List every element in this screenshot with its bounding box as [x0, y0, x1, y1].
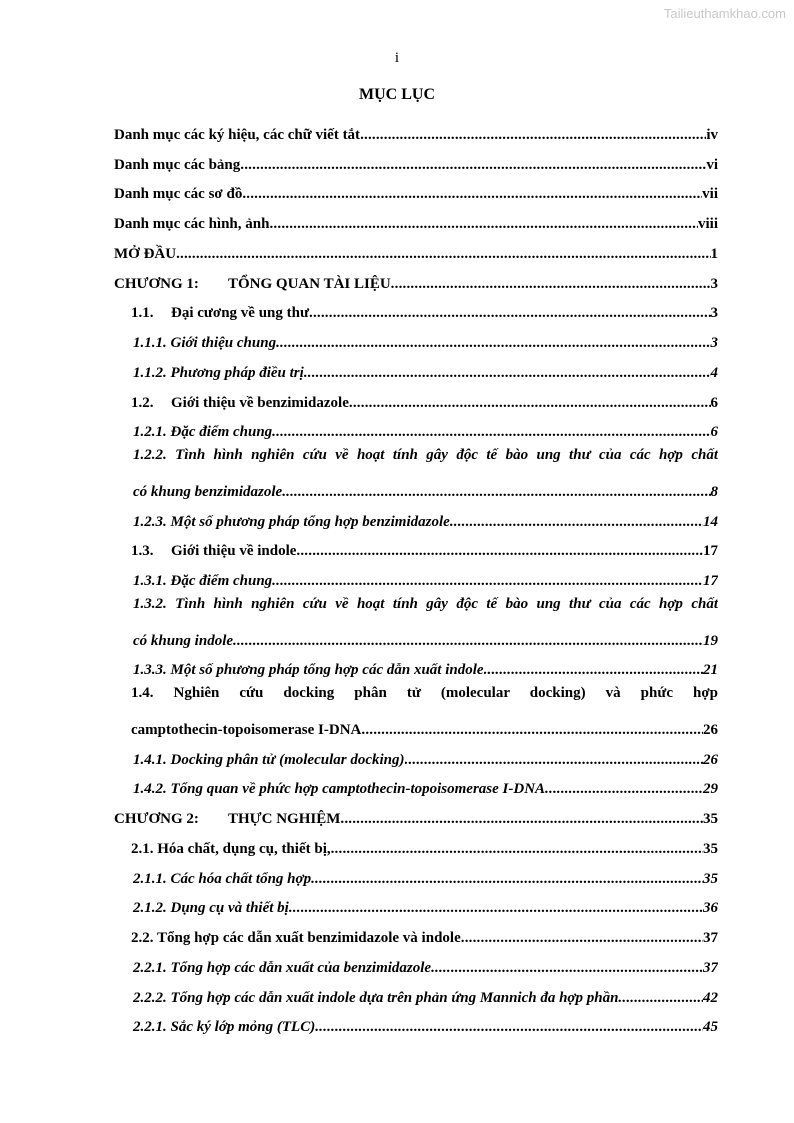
toc-entry-label [133, 871, 311, 888]
toc-entry-page: 42 [703, 989, 718, 1006]
toc-dot-leader [340, 811, 703, 828]
toc-entry-page: viii [697, 216, 718, 232]
toc-entry-text: 1.1.1. Giới thiệu chung [133, 335, 277, 351]
toc-entry[interactable] [114, 560, 718, 590]
toc-entry[interactable] [114, 263, 718, 293]
toc-entry-label [133, 335, 276, 352]
toc-entry[interactable] [114, 531, 718, 561]
toc-dot-leader [242, 186, 702, 203]
toc-entry-label [114, 246, 176, 263]
toc-dot-leader [233, 633, 703, 650]
toc-entry-page: 6 [710, 424, 718, 441]
toc-entry-page: 17 [703, 573, 718, 589]
toc-entry-page: 21 [703, 662, 718, 679]
toc-entry-page: 1 [710, 245, 718, 262]
toc-entry-page: 6 [710, 394, 718, 411]
toc-entry-text: 1.1.2. Phương pháp điều trị [133, 364, 304, 381]
toc-entry-text: MỞ ĐẦU [114, 245, 177, 262]
toc-entry-text: Giới thiệu về indole [171, 543, 297, 560]
toc-entry-number: CHƯƠNG 1: [114, 275, 199, 292]
toc-entry-text: Giới thiệu về benzimidazole [171, 394, 349, 411]
toc-entry[interactable] [114, 382, 718, 412]
toc-entry[interactable] [114, 739, 718, 769]
watermark: Tailieuthamkhao.com [663, 6, 786, 21]
toc-entry-text: 1.3.3. Một số phương pháp tổng hợp các dẫn xuất indole [133, 662, 484, 679]
toc-entry-text: 2.2. Tổng hợp các dẫn xuất benzimidazole và indole [131, 930, 461, 946]
toc-entry-text: 2.2.1. Tổng hợp các dẫn xuất của benzimidazole [133, 959, 432, 976]
toc-dot-leader [296, 543, 703, 560]
toc-entry[interactable] [114, 709, 718, 739]
toc-entry[interactable] [114, 650, 718, 680]
toc-entry[interactable] [114, 977, 718, 1007]
toc-entry-text: camptothecin-topoisomerase I-DNA [131, 721, 362, 738]
toc-entry-page: 19 [703, 632, 718, 649]
page-number: i [394, 50, 400, 66]
toc-entry-page: vii [702, 186, 718, 203]
toc-entry-label [133, 573, 272, 590]
toc-entry-continued-line[interactable]: 1.3.2. Tình hình nghiên cứu về hoạt tính gây độc tế bào ung thư của các hợp chất [133, 596, 718, 612]
toc-entry-label [133, 484, 282, 501]
toc-entry-page: 26 [703, 721, 718, 738]
toc-entry[interactable] [114, 144, 718, 174]
toc-entry-number: CHƯƠNG 2: [114, 811, 199, 827]
toc-entry[interactable] [114, 114, 718, 144]
toc-entry[interactable] [114, 798, 718, 828]
toc-dot-leader [349, 395, 711, 412]
toc-entry-continued-line[interactable]: 1.4. Nghiên cứu docking phân tử (molecular docking) và phức hợp [131, 685, 718, 702]
toc-entry-text: THỰC NGHIỆM [228, 811, 341, 827]
toc-dot-leader [304, 365, 711, 382]
toc-entry-label [133, 514, 450, 531]
toc-entry-label [114, 216, 269, 233]
toc-entry-page: 36 [703, 900, 718, 917]
toc-entry-label [133, 662, 484, 679]
toc-entry[interactable] [114, 293, 718, 323]
toc-entry-text: có khung benzimidazole [133, 483, 283, 500]
toc-entry-page: 45 [703, 1019, 718, 1036]
toc-entry-label [114, 186, 242, 203]
toc-entry-text: 2.2.2. Tổng hợp các dẫn xuất indole dựa trên phản ứng Mannich đa hợp phần [133, 989, 619, 1006]
toc-dot-leader [331, 841, 703, 858]
toc-entry-page: iv [706, 126, 718, 143]
toc-entry-label [133, 424, 272, 441]
toc-entry[interactable] [114, 501, 718, 531]
toc-entry-label [114, 127, 360, 144]
toc-dot-leader [289, 900, 703, 917]
toc-entry-label [114, 157, 240, 174]
toc-entry[interactable] [114, 322, 718, 352]
toc-entry[interactable] [114, 352, 718, 382]
toc-dot-leader [272, 424, 710, 441]
toc-entry-page: 37 [703, 959, 718, 976]
toc-entry-page: 29 [703, 781, 718, 798]
toc-entry-text: 1.3.1. Đặc điểm chung [133, 573, 273, 589]
toc-entry-text: Danh mục các ký hiệu, các chữ viết tắt [114, 126, 361, 143]
toc-entry-text: 2.1.2. Dụng cụ và thiết bị [133, 900, 289, 917]
toc-dot-leader [176, 246, 710, 263]
toc-dot-leader [361, 722, 703, 739]
toc-entry-page: 4 [710, 364, 718, 381]
toc-entry-label [133, 781, 545, 798]
toc-entry-page: vi [706, 156, 718, 173]
table-of-contents [114, 114, 718, 1036]
toc-entry-page: 37 [703, 930, 718, 946]
toc-dot-leader [431, 960, 703, 977]
toc-entry-number: 1.2. [131, 394, 154, 411]
toc-dot-leader [618, 990, 703, 1007]
toc-entry-text: 2.2.1. Sắc ký lớp mỏng (TLC) [133, 1019, 316, 1036]
toc-entry[interactable] [114, 769, 718, 799]
toc-entry-label [133, 900, 289, 917]
toc-entry-text: 2.1.1. Các hóa chất tổng hợp [133, 870, 312, 887]
toc-entry-text: 1.4.1. Docking phân tử (molecular docking) [133, 751, 405, 768]
toc-dot-leader [282, 484, 710, 501]
toc-entry-text: Danh mục các bảng [114, 156, 241, 173]
toc-entry[interactable] [114, 888, 718, 918]
toc-entry-text: TỔNG QUAN TÀI LIỆU [228, 275, 391, 292]
toc-entry-text: có khung indole [133, 632, 234, 649]
toc-entry-text: 1.4.2. Tổng quan về phức hợp camptothecin-topoisomerase I-DNA [133, 781, 546, 798]
toc-entry-label [133, 752, 405, 769]
toc-entry[interactable] [114, 917, 718, 947]
toc-entry-label [114, 811, 340, 828]
toc-entry-text: Danh mục các hình, ảnh [114, 216, 270, 232]
toc-entry[interactable] [114, 828, 718, 858]
toc-entry-number: 1.1. [131, 305, 154, 322]
toc-entry-label [133, 1019, 315, 1036]
toc-dot-leader [461, 930, 703, 947]
toc-entry-label [133, 960, 431, 977]
toc-entry-page: 3 [710, 305, 718, 322]
toc-entry-label [131, 543, 296, 560]
toc-entry[interactable] [114, 412, 718, 442]
toc-dot-leader [272, 573, 703, 590]
toc-dot-leader [276, 335, 710, 352]
toc-entry-page: 8 [710, 483, 718, 500]
toc-entry-page: 26 [703, 751, 718, 768]
toc-dot-leader [269, 216, 698, 233]
toc-entry-text: Đại cương về ung thư [171, 305, 309, 322]
toc-entry-page: 35 [703, 840, 718, 857]
toc-entry-page: 17 [703, 543, 718, 560]
toc-entry-label [131, 841, 331, 858]
toc-dot-leader [405, 752, 704, 769]
toc-entry-label [114, 276, 391, 293]
toc-dot-leader [309, 305, 711, 322]
toc-entry-page: 3 [710, 275, 718, 292]
toc-dot-leader [240, 157, 706, 174]
page-title: MỤC LỤC [359, 86, 435, 103]
toc-entry[interactable] [114, 471, 718, 501]
toc-entry-label [131, 722, 361, 739]
toc-dot-leader [391, 276, 711, 293]
toc-entry-page: 35 [703, 870, 718, 887]
toc-entry-text: Danh mục các sơ đồ [114, 186, 243, 203]
toc-entry[interactable] [114, 203, 718, 233]
toc-entry-label [131, 305, 309, 322]
toc-entry-text: 1.2.3. Một số phương pháp tổng hợp benzimidazole [133, 513, 450, 530]
toc-entry-label [133, 990, 618, 1007]
toc-entry[interactable] [114, 174, 718, 204]
toc-entry-number: 1.3. [131, 543, 154, 560]
toc-dot-leader [315, 1019, 703, 1036]
toc-entry-page: 3 [710, 335, 718, 351]
toc-entry[interactable] [114, 858, 718, 888]
toc-entry[interactable] [114, 620, 718, 650]
toc-entry-text: 2.1. Hóa chất, dụng cụ, thiết bị, [131, 840, 331, 857]
toc-dot-leader [311, 871, 703, 888]
toc-dot-leader [545, 781, 703, 798]
toc-entry[interactable] [114, 1007, 718, 1037]
toc-entry-page: 14 [703, 513, 718, 530]
toc-entry-page: 35 [703, 811, 718, 827]
toc-entry-label [133, 365, 304, 382]
toc-entry[interactable] [114, 947, 718, 977]
toc-entry-continued-line[interactable]: 1.2.2. Tình hình nghiên cứu về hoạt tính gây độc tế bào ung thư của các hợp chất [133, 447, 718, 464]
toc-dot-leader [360, 127, 706, 144]
toc-dot-leader [450, 514, 703, 531]
toc-entry-label [133, 633, 233, 650]
toc-entry-label [131, 395, 349, 412]
toc-entry-text: 1.2.1. Đặc điểm chung [133, 424, 273, 441]
toc-dot-leader [484, 662, 703, 679]
toc-entry-label [131, 930, 461, 947]
toc-entry[interactable] [114, 233, 718, 263]
